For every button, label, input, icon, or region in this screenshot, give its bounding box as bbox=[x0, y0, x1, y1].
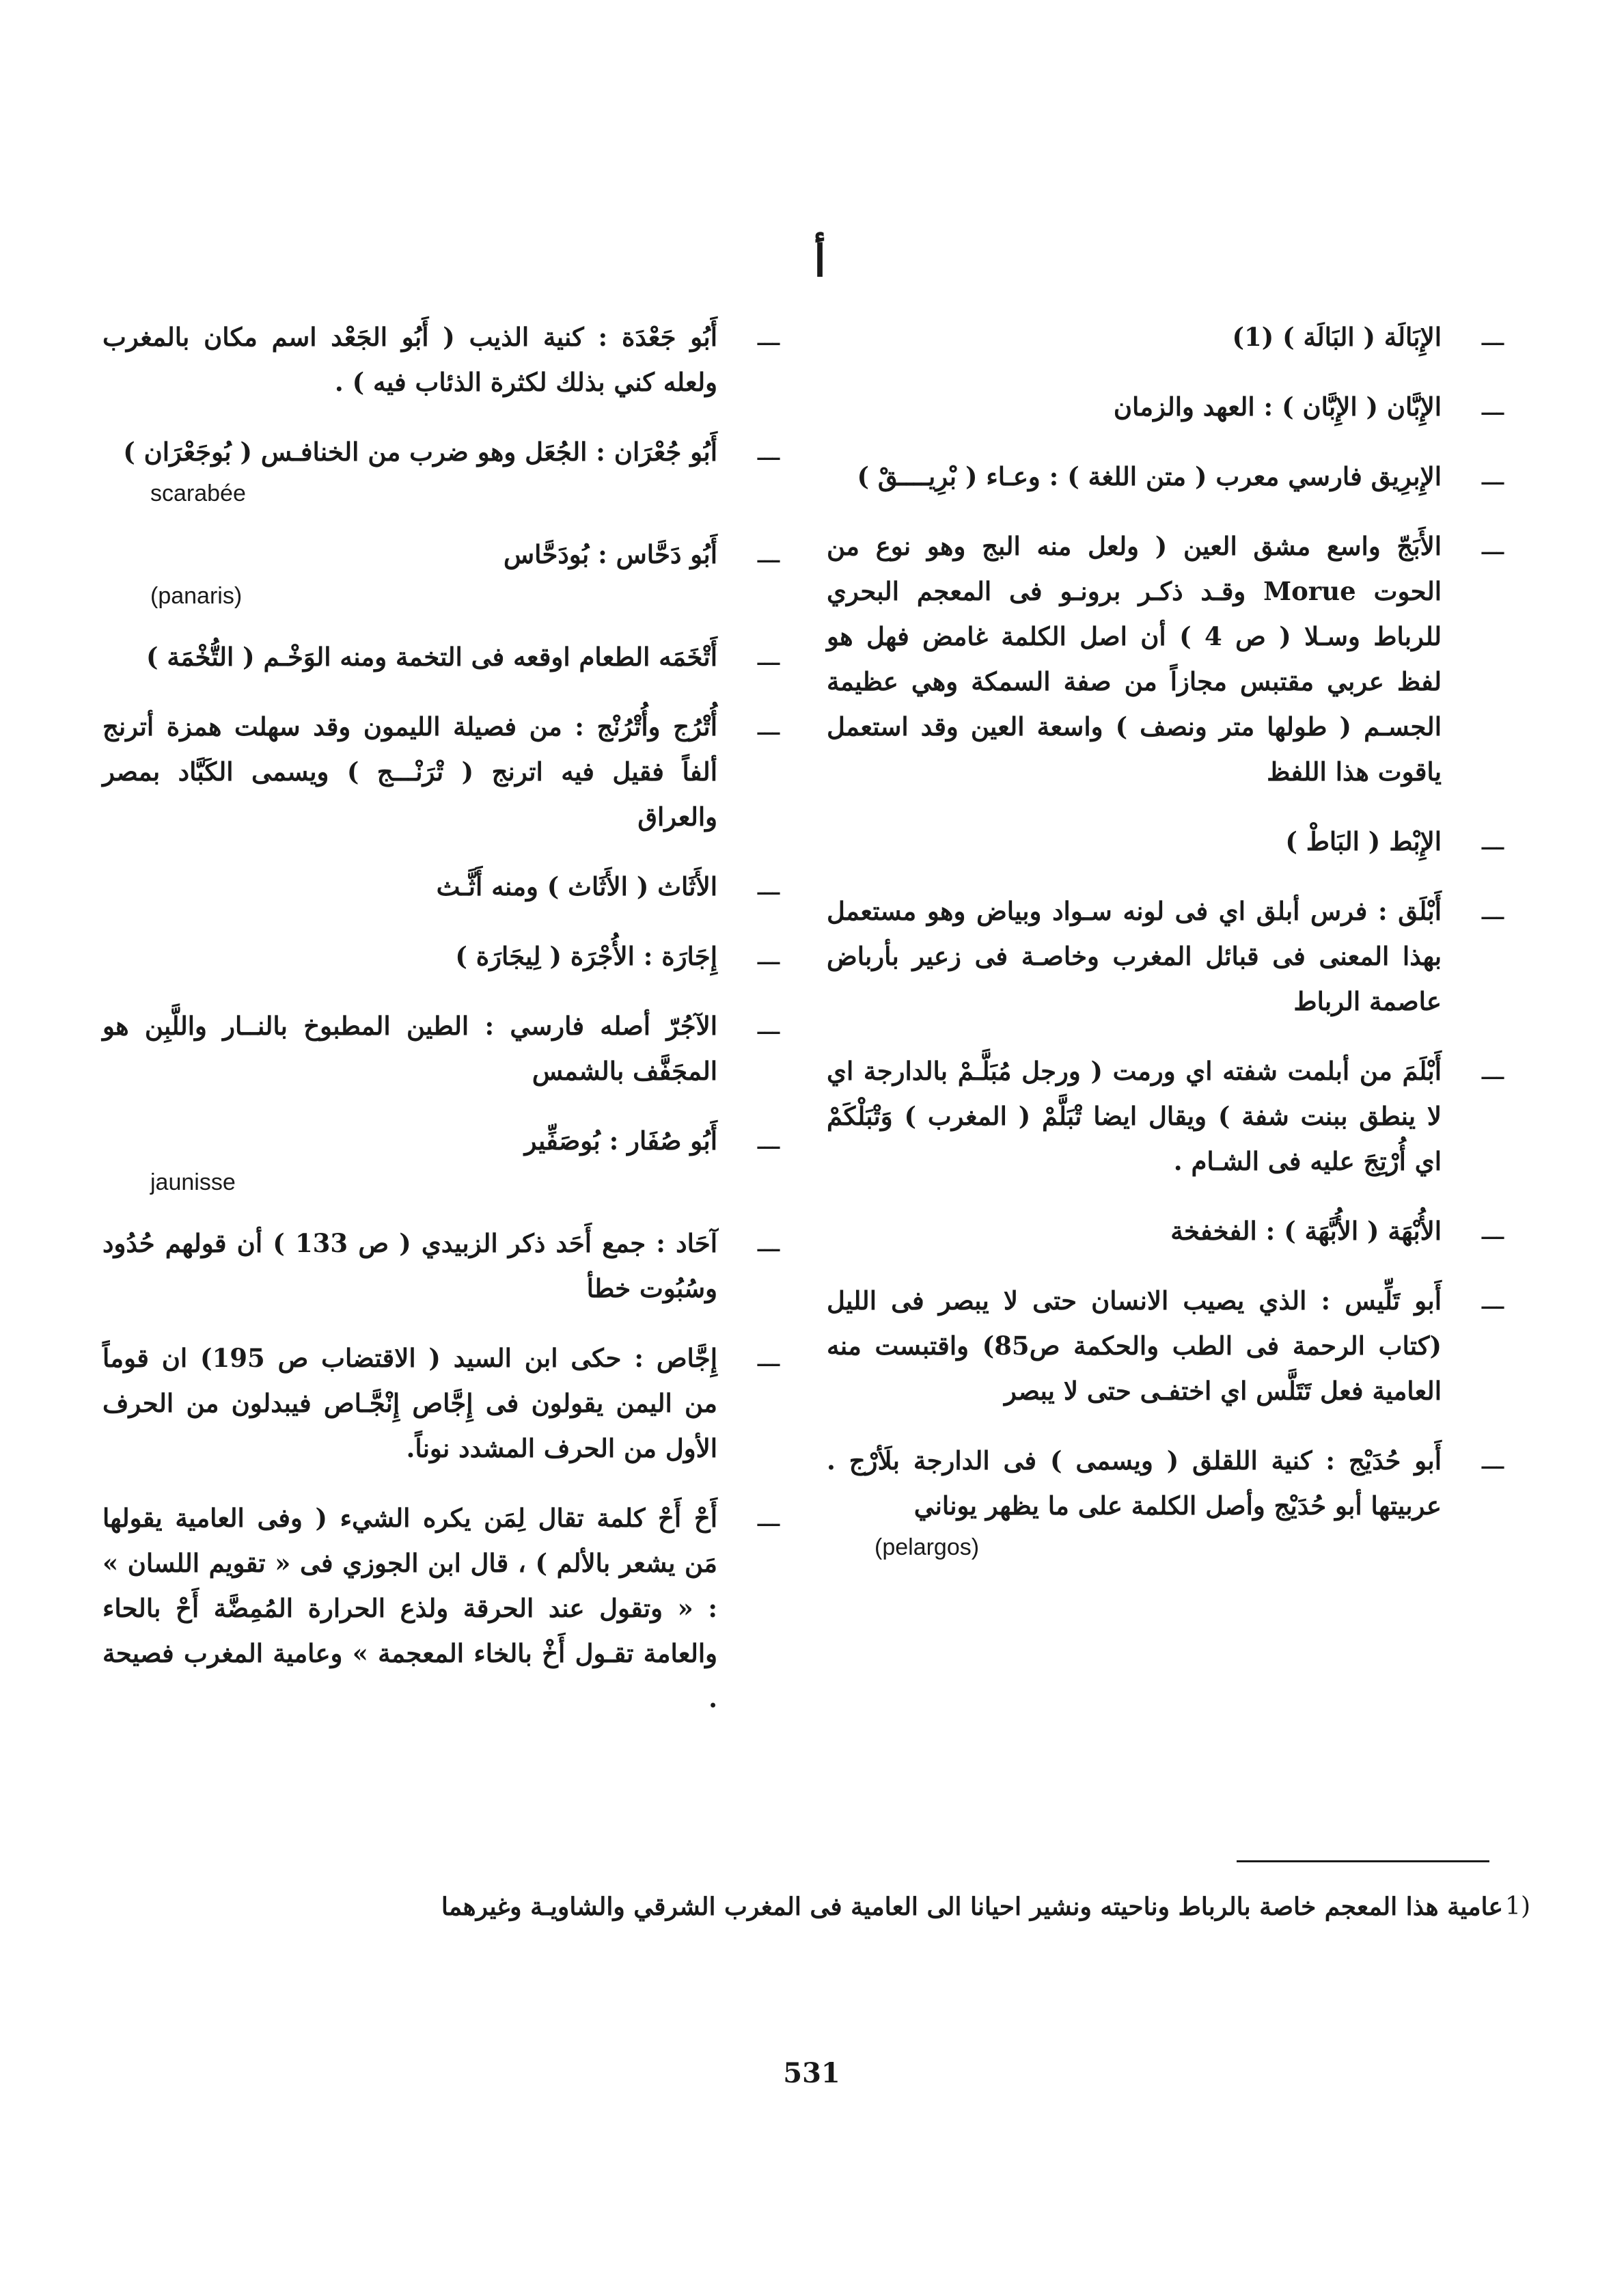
dictionary-entry bbox=[102, 1495, 793, 1721]
entry-text: إِجَّاص : حكى ابن السيد ( الاقتضاب ص 195) ان قوماً من اليمن يقولون فى إِجَّاص إِنْجَّـاص فيبدلون من الحرف الأول من الحرف المشدد نوناً. bbox=[102, 1343, 717, 1463]
entry-french-term: jaunisse bbox=[150, 1169, 236, 1195]
footnote-divider bbox=[1237, 1860, 1489, 1862]
entry-dash: ـــ bbox=[1481, 322, 1504, 351]
entry-dash: ـــ bbox=[757, 437, 780, 466]
page-number: 531 bbox=[783, 2057, 840, 2089]
dictionary-entry bbox=[102, 1335, 793, 1471]
entry-text: أَحْ أَحْ كلمة تقال لِمَن يكره الشيء ( وفى العامية يقولها مَن يشعر بالألم ) ، قال ابن الجوزي فى « تقويم اللسان » : « وتقول عند الحرقة ولذع الحرارة المُمِضَّة أَحْ بالحاء والعامة تقـول أَخْ بالخاء المعجمة » وعامية المغرب فصيحة . bbox=[102, 1503, 717, 1713]
dictionary-entry bbox=[102, 1221, 793, 1311]
entry-french-term: (pelargos) bbox=[875, 1534, 980, 1560]
dictionary-entry bbox=[102, 634, 793, 679]
entry-text: أَبو حُدَيْج : كنية اللقلق ( ويسمى ) فى الدارجة بلَأرْج . عربيتها أبو حُدَيْج وأصل الكلمة على ما يظهر يوناني bbox=[827, 1445, 1442, 1521]
entry-dash: ـــ bbox=[757, 871, 780, 901]
entry-dash: ـــ bbox=[1481, 461, 1504, 491]
entry-text: الأُبْهَة ( الأُبَّهَة ) : الفخفخة bbox=[1170, 1216, 1442, 1246]
dictionary-entry bbox=[102, 704, 793, 839]
dictionary-entry bbox=[827, 384, 1517, 429]
entry-text: أَبُو صُفَار : بُوصَفِّير bbox=[524, 1126, 717, 1156]
entry-text: آحَاد : جمع أَحَد ذكر الزبيدي ( ص 133 ) أن قولهم حُدُود وسُبُوت خطأ bbox=[102, 1228, 717, 1303]
footnote bbox=[205, 1885, 1530, 1929]
dictionary-entry bbox=[102, 934, 793, 979]
entry-text: أَتْخَمَه الطعام اوقعه فى التخمة ومنه الوَخْـم ( التُّخْمَة ) bbox=[146, 642, 717, 672]
entry-dash: ـــ bbox=[757, 1228, 780, 1257]
dictionary-entry bbox=[827, 524, 1517, 794]
dictionary-entry bbox=[827, 1438, 1517, 1561]
dictionary-entry bbox=[102, 314, 793, 405]
dictionary-entry bbox=[827, 1278, 1517, 1413]
right-column bbox=[827, 314, 1517, 1586]
entry-dash: ـــ bbox=[1481, 1216, 1504, 1245]
entry-text: أُتْرُج وأُتْرُنْج : من فصيلة الليمون وقد سهلت همزة أترنج ألفاً فقيل فيه اترنج ( تْرَنْـــج ) ويسمى الكَبَّاد بمصر والعراق bbox=[102, 711, 717, 832]
dictionary-entry bbox=[827, 888, 1517, 1024]
entry-dash: ـــ bbox=[1481, 531, 1504, 560]
dictionary-entry bbox=[102, 1118, 793, 1196]
entry-text: الآجُرّ أصله فارسي : الطين المطبوخ بالنــار واللَّبِن هو المجَفَّف بالشمس bbox=[102, 1011, 717, 1086]
entry-dash: ـــ bbox=[757, 1126, 780, 1155]
entry-dash: ـــ bbox=[757, 941, 780, 970]
left-column bbox=[102, 314, 793, 1745]
dictionary-entry bbox=[827, 819, 1517, 864]
dictionary-entry bbox=[102, 429, 793, 507]
entry-text: الإِبَّان ( الإِبَّان ) : العهد والزمان bbox=[1113, 392, 1442, 422]
entry-dash: ـــ bbox=[1481, 826, 1504, 856]
entry-dash: ـــ bbox=[1481, 392, 1504, 421]
entry-dash: ـــ bbox=[757, 539, 780, 569]
entry-text: إِجَارَة : الأُجْرَة ( لِيجَارَة ) bbox=[455, 941, 717, 971]
entry-text: أَبُو دَحَّاس : بُودَحَّاس bbox=[504, 539, 717, 569]
entry-french-term: (panaris) bbox=[150, 583, 243, 609]
entry-text: الإِبَالَة ( البَالَة ) (1) bbox=[1232, 322, 1442, 352]
footnote-text: عامية هذا المعجم خاصة بالرباط وناحيته ونشير احيانا الى العامية فى المغرب الشرقي والشاويـة وغيرهما bbox=[441, 1892, 1503, 1921]
entry-text: أَبْلَمَ من أبلمت شفته اي ورمت ( ورجل مُبَلَّـمْ بالدارجة اي لا ينطق ببنت شفة ) ويقال ايضا تْبَلَّمْ ( المغرب ) وَتْبَلْكَمْ اي أُرْتِجَ عليه فى الشـام . bbox=[827, 1056, 1442, 1176]
section-letter: أ bbox=[814, 236, 826, 287]
dictionary-entry bbox=[827, 1048, 1517, 1184]
entry-dash: ـــ bbox=[757, 1343, 780, 1372]
dictionary-entry bbox=[102, 864, 793, 909]
dictionary-entry bbox=[827, 314, 1517, 359]
entry-text: أَبُو جَعْدَة : كنية الذيب ( أَبُو الجَعْد اسم مكان بالمغرب ولعله كني بذلك لكثرة الذئاب فيه ) . bbox=[102, 322, 717, 397]
entry-text: الإِبرِيق فارسي معرب ( متن اللغة ) : وعـاء ( بْرِيــــقْ ) bbox=[857, 461, 1442, 491]
entry-text: الإِبْط ( البَاطْ ) bbox=[1285, 826, 1442, 856]
entry-text: الأَثَاث ( الأَثَاث ) ومنه أَثَّـث bbox=[436, 871, 717, 901]
footnote-number: 1) bbox=[1505, 1892, 1530, 1920]
entry-dash: ـــ bbox=[1481, 1286, 1504, 1315]
entry-text: أَبُو جُعْرَان : الجُعَل وهو ضرب من الخنافـس ( بُوجَعْرَان ) bbox=[123, 437, 717, 467]
entry-french-term: scarabée bbox=[150, 480, 246, 506]
entry-text: الأَبَجّ واسع مشق العين ( ولعل منه البج وهو نوع من الحوت Morue وقـد ذكـر برونـو فى المعجم البحري للرباط وسـلا ( ص 4 ) أن اصل الكلمة غامض فهل هو لفظ عربي مقتبس مجازاً من صفة السمكة وهي عظيمة الجسـم ( طولها متر ونصف ) واسعة العين وقد استعمل ياقوت هذا اللفظ bbox=[827, 531, 1442, 787]
entry-dash: ـــ bbox=[757, 642, 780, 671]
entry-text: أَبْلَق : فرس أبلق اي فى لونه سـواد وبياض وهو مستعمل بهذا المعنى فى قبائل المغرب وخاصـة فى زعير بأرباض عاصمة الرباط bbox=[827, 896, 1442, 1016]
entry-dash: ـــ bbox=[1481, 1056, 1504, 1085]
entry-dash: ـــ bbox=[1481, 896, 1504, 925]
dictionary-entry bbox=[827, 1208, 1517, 1253]
entry-text: أَبو تَلِّيس : الذي يصيب الانسان حتى لا يبصر فى الليل (كتاب الرحمة فى الطب والحكمة ص85) واقتبست منه العامية فعل تَتَلَّس اي اختفـى حتى لا يبصر bbox=[827, 1286, 1442, 1406]
dictionary-entry bbox=[102, 1003, 793, 1093]
dictionary-entry bbox=[102, 532, 793, 610]
dictionary-entry bbox=[827, 454, 1517, 499]
entry-dash: ـــ bbox=[757, 711, 780, 741]
entry-dash: ـــ bbox=[1481, 1445, 1504, 1475]
entry-dash: ـــ bbox=[757, 1011, 780, 1040]
entry-dash: ـــ bbox=[757, 322, 780, 351]
entry-dash: ـــ bbox=[757, 1503, 780, 1532]
